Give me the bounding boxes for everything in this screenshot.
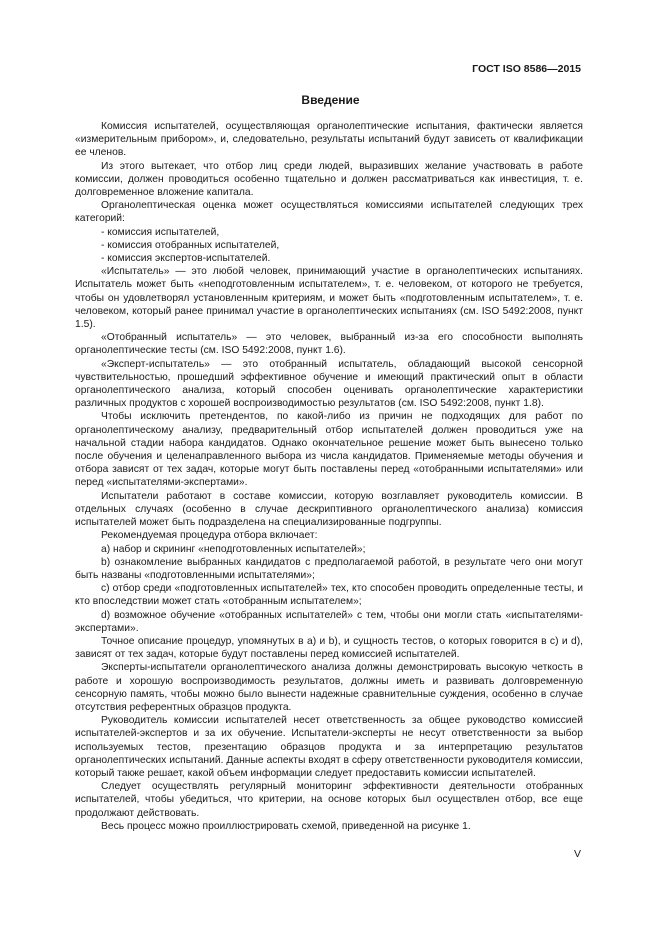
list-item: - комиссия отобранных испытателей, [101,239,280,251]
paragraph: Комиссия испытателей, осуществляющая органолептические испытания, фактически является «измерительным прибором», и, следовательно, результаты испытаний будут зависеть от квалификации ее членов. [75,121,583,159]
paragraph: Испытатели работают в составе комиссии, которую возглавляет руководитель комиссии. В отдельных случаях (особенно в случае дескриптивного органолептического анализа) комиссия испытателей может быть подразделена на специализированные подгруппы. [75,490,583,529]
list-item: a) набор и скрининг «неподготовленных испытателей»; [101,543,366,555]
paragraph: «Эксперт-испытатель» — это отобранный испытатель, обладающий высокой сенсорной чувствительностью, прошедший эффективное обучение и имеющий практический опыт в области органолептического анализа, который способен оценивать органолептические характеристики различных продуктов с хорошей воспроизводимостью результатов (см. ISO 5492:2008, пункт 1.8). [75,358,583,410]
paragraph: Весь процесс можно проиллюстрировать схемой, приведенной на рисунке 1. [101,820,471,832]
list-item: - комиссия экспертов-испытателей. [101,253,271,265]
paragraph: Рекомендуемая процедура отбора включает: [101,530,318,542]
list-item: - комиссия испытателей, [101,226,220,238]
paragraph: Следует осуществлять регулярный мониторинг эффективности деятельности отобранных испытателей, чтобы убедиться, что критерии, на основе которых был осуществлен отбор, все еще продолжают действовать. [75,781,583,819]
paragraph: «Испытатель» — это любой человек, принимающий участие в органолептических испытаниях. Испытатель может быть «неподготовленным испытателем», т. е. человеком, от которого не требуется, чтобы он удовлетворял установленным критериям, и может быть «подготовленным испытателем», т. е. человеком, который ранее принимал участие в органолептических испытаниях (см. ISO 5492:2008, пункт 1.5). [75,266,583,331]
list-item: c) отбор среди «подготовленных испытателей» тех, кто способен проводить определенные тесты, и кто впоследствии может стать «отобранным испытателем»; [75,583,583,608]
paragraph: Из этого вытекает, что отбор лиц среди людей, выразивших желание участвовать в работе комиссии, должен проводиться особенно тщательно и должен рассматриваться как инвестиция, т. е. долговременное вложение капитала. [75,160,583,199]
list-item: d) возможное обучение «отобранных испытателей» с тем, чтобы они могли стать «испытателями-экспертами». [75,609,583,634]
paragraph: Чтобы исключить претендентов, по какой-либо из причин не подходящих для работ по органолептическому анализу, предварительный отбор испытателей должен проводиться уже на начальной стадии набора кандидатов. Однако окончательное решение может быть вынесено только после обучения и целенаправленного выбора из числа кандидатов. Применяемые методы обучения и отбора зависят от тех задач, которые могут быть поставлены перед «отобранными испытателями» или перед «испытателями-экспертами». [75,411,583,489]
list-item: b) ознакомление выбранных кандидатов с предполагаемой работой, в результате чего они могут быть названы «подготовленными испытателями»; [75,556,583,581]
section-title: Введение [301,93,360,107]
page-number: V [573,848,581,860]
document-body [75,120,583,833]
paragraph: Эксперты-испытатели органолептического анализа должны демонстрировать высокую четкость в работе и хорошую воспроизводимость результатов, должны иметь и развивать долговременную сенсорную память, чтобы можно было вынести надежные сравнительные суждения, особенно в случае отсутствия референтных образцов продукта. [75,662,583,713]
paragraph: Точное описание процедур, упомянутых в a) и b), и сущность тестов, о которых говорится в c) и d), зависят от тех задач, которые будут поставлены перед комиссией испытателей. [75,635,583,661]
paragraph: «Отобранный испытатель» — это человек, выбранный из-за его способности выполнять органолептические тесты (см. ISO 5492:2008, пункт 1.6). [75,332,583,357]
paragraph: Органолептическая оценка может осуществляться комиссиями испытателей следующих трех категорий: [75,200,583,225]
paragraph: Руководитель комиссии испытателей несет ответственность за общее руководство комиссией испытателей-экспертов и за их обучение. Испытатели-эксперты не несут ответственности за выбор используемых тестов, презентацию образцов продукта и за интерпретацию результатов органолептических испытаний. Данные аспекты входят в сферу ответственности руководителя комиссии, который также решает, какой объем информации следует предоставить комиссии испытателей. [75,715,583,779]
standard-header: ГОСТ ISO 8586—2015 [472,63,581,75]
